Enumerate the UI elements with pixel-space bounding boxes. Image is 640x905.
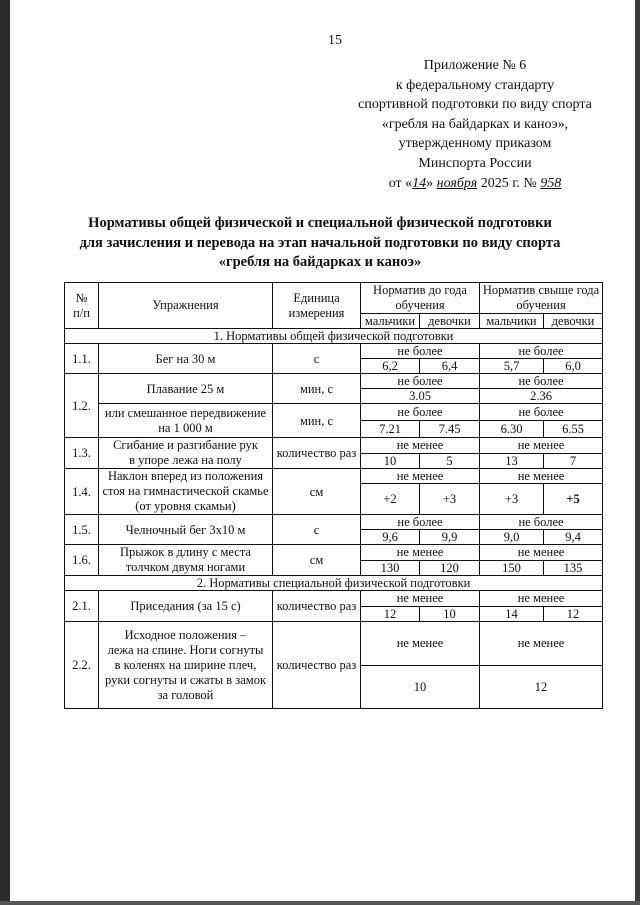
value-after-merged: 2.36 <box>480 389 603 404</box>
col-header-before-year: Норматив до года обучения <box>361 283 480 314</box>
title-line: «гребля на байдарках и каноэ» <box>218 254 422 270</box>
order-number-handwritten: 958 <box>540 175 562 191</box>
col-header-num: № п/п <box>65 283 99 329</box>
date-year: 2025 г. № <box>477 175 541 191</box>
table-row <box>65 591 603 607</box>
condition: не более <box>361 344 480 359</box>
value-girls-before: 7.45 <box>420 421 480 438</box>
scan-border-right <box>635 0 640 905</box>
condition: не более <box>480 344 603 359</box>
condition: не более <box>361 404 480 421</box>
scan-border-left <box>0 0 10 905</box>
value-girls-after: 6,0 <box>544 359 603 374</box>
condition: не менее <box>361 469 480 484</box>
value-before-merged: 3.05 <box>361 389 480 404</box>
page-number: 15 <box>328 33 342 48</box>
header-line: утвержденному приказом <box>398 136 552 152</box>
col-header-exercise: Упражнения <box>99 283 273 329</box>
section-row <box>65 329 603 344</box>
value-girls-after: +5 <box>544 484 603 515</box>
header-line: Приложение № 6 <box>423 58 527 73</box>
table-row <box>65 404 603 421</box>
value-girls-after: 9,4 <box>544 530 603 545</box>
value-after-merged: 12 <box>480 665 603 709</box>
header-line: спортивной подготовки по виду спорта <box>358 97 592 113</box>
row-number: 1.2. <box>65 374 99 438</box>
row-number: 1.3. <box>65 438 99 469</box>
exercise-name: Прыжок в длину с места толчком двумя ногами <box>99 545 273 576</box>
value-boys-before: +2 <box>361 484 420 515</box>
table-row <box>65 469 603 484</box>
unit: с <box>273 515 361 545</box>
condition: не более <box>361 374 480 389</box>
value-girls-before: 5 <box>420 453 480 469</box>
row-number: 1.1. <box>65 344 99 374</box>
value-boys-after: +3 <box>480 484 544 515</box>
condition: не более <box>480 404 603 421</box>
exercise-name: Наклон вперед из положения стоя на гимнастической скамье (от уровня скамьи) <box>99 469 273 515</box>
table-header-row <box>65 283 603 314</box>
header-line: «гребля на байдарках и каноэ», <box>381 116 569 132</box>
section-title: 2. Нормативы специальной физической подготовки <box>65 576 603 591</box>
condition: не менее <box>480 622 603 666</box>
value-girls-after: 12 <box>544 606 603 622</box>
date-mid: » <box>426 175 437 191</box>
exercise-name: Бег на 30 м <box>99 344 273 374</box>
section-row <box>65 576 603 591</box>
col-header-boys: мальчики <box>480 314 544 329</box>
col-header-boys: мальчики <box>361 314 420 329</box>
unit: см <box>273 545 361 576</box>
date-prefix: от « <box>388 175 413 191</box>
col-header-after-year: Норматив свыше года обучения <box>480 283 603 314</box>
title-line: для зачисления и перевода на этап начальной подготовки по виду спорта <box>79 234 561 251</box>
value-girls-after: 135 <box>544 560 603 576</box>
exercise-name: Плавание 25 м <box>99 374 273 404</box>
exercise-name: Челночный бег 3х10 м <box>99 515 273 545</box>
unit: количество раз <box>273 591 361 622</box>
unit: мин, с <box>273 374 361 404</box>
value-before-merged: 10 <box>361 665 480 709</box>
condition: не более <box>480 374 603 389</box>
value-boys-before: 10 <box>361 453 420 469</box>
value-boys-after: 150 <box>480 560 544 576</box>
value-boys-before: 7.21 <box>361 421 420 438</box>
table-row <box>65 545 603 561</box>
value-boys-before: 12 <box>361 606 420 622</box>
section-title: 1. Нормативы общей физической подготовки <box>65 329 603 344</box>
unit: см <box>273 469 361 515</box>
condition: не менее <box>361 591 480 607</box>
exercise-name: Приседания (за 15 с) <box>99 591 273 622</box>
value-girls-before: 10 <box>420 606 480 622</box>
value-girls-after: 7 <box>544 453 603 469</box>
condition: не менее <box>361 438 480 454</box>
condition: не менее <box>480 545 603 561</box>
row-number: 1.4. <box>65 469 99 515</box>
date-month-handwritten: ноября <box>436 175 478 191</box>
condition: не менее <box>480 469 603 484</box>
value-girls-before: 9,9 <box>420 530 480 545</box>
condition: не более <box>361 515 480 530</box>
condition: не менее <box>361 622 480 666</box>
value-boys-before: 6,2 <box>361 359 420 374</box>
col-header-girls: девочки <box>420 314 480 329</box>
value-boys-after: 5,7 <box>480 359 544 374</box>
unit: количество раз <box>273 438 361 469</box>
row-number: 1.5. <box>65 515 99 545</box>
header-line: Минспорта России <box>418 155 532 171</box>
table-row <box>65 515 603 530</box>
title-line: Нормативы общей физической и специальной физической подготовки <box>88 215 552 231</box>
exercise-name: или смешанное передвижение на 1 000 м <box>99 404 273 438</box>
table-row <box>65 374 603 389</box>
exercise-name: Сгибание и разгибание рук в упоре лежа на полу <box>99 438 273 469</box>
value-girls-after: 6.55 <box>544 421 603 438</box>
exercise-name: Исходное положения – лежа на спине. Ноги согнуты в коленях на ширине плеч, руки согнуты и сжаты в замок за головой <box>99 622 273 709</box>
table-row <box>65 344 603 359</box>
value-boys-before: 130 <box>361 560 420 576</box>
header-line: к федеральному стандарту <box>395 77 555 93</box>
col-header-girls: девочки <box>544 314 603 329</box>
scan-border-bottom <box>0 901 640 905</box>
value-boys-after: 9,0 <box>480 530 544 545</box>
value-boys-after: 6.30 <box>480 421 544 438</box>
unit: мин, с <box>273 404 361 438</box>
row-number: 2.1. <box>65 591 99 622</box>
value-girls-before: 120 <box>420 560 480 576</box>
unit: количество раз <box>273 622 361 709</box>
row-number: 2.2. <box>65 622 99 709</box>
unit: с <box>273 344 361 374</box>
value-boys-after: 14 <box>480 606 544 622</box>
norms-table <box>64 282 603 709</box>
order-date-line <box>340 174 610 194</box>
condition: не менее <box>480 438 603 454</box>
date-day-handwritten: 14 <box>412 175 427 191</box>
condition: не менее <box>361 545 480 561</box>
col-header-unit: Единица измерения <box>273 283 361 329</box>
value-boys-before: 9,6 <box>361 530 420 545</box>
document-title <box>40 214 600 273</box>
value-girls-before: 6,4 <box>420 359 480 374</box>
row-number: 1.6. <box>65 545 99 576</box>
value-girls-before: +3 <box>420 484 480 515</box>
appendix-header <box>340 56 610 193</box>
table-row <box>65 622 603 666</box>
condition: не менее <box>480 591 603 607</box>
value-boys-after: 13 <box>480 453 544 469</box>
condition: не более <box>480 515 603 530</box>
table-row <box>65 438 603 454</box>
